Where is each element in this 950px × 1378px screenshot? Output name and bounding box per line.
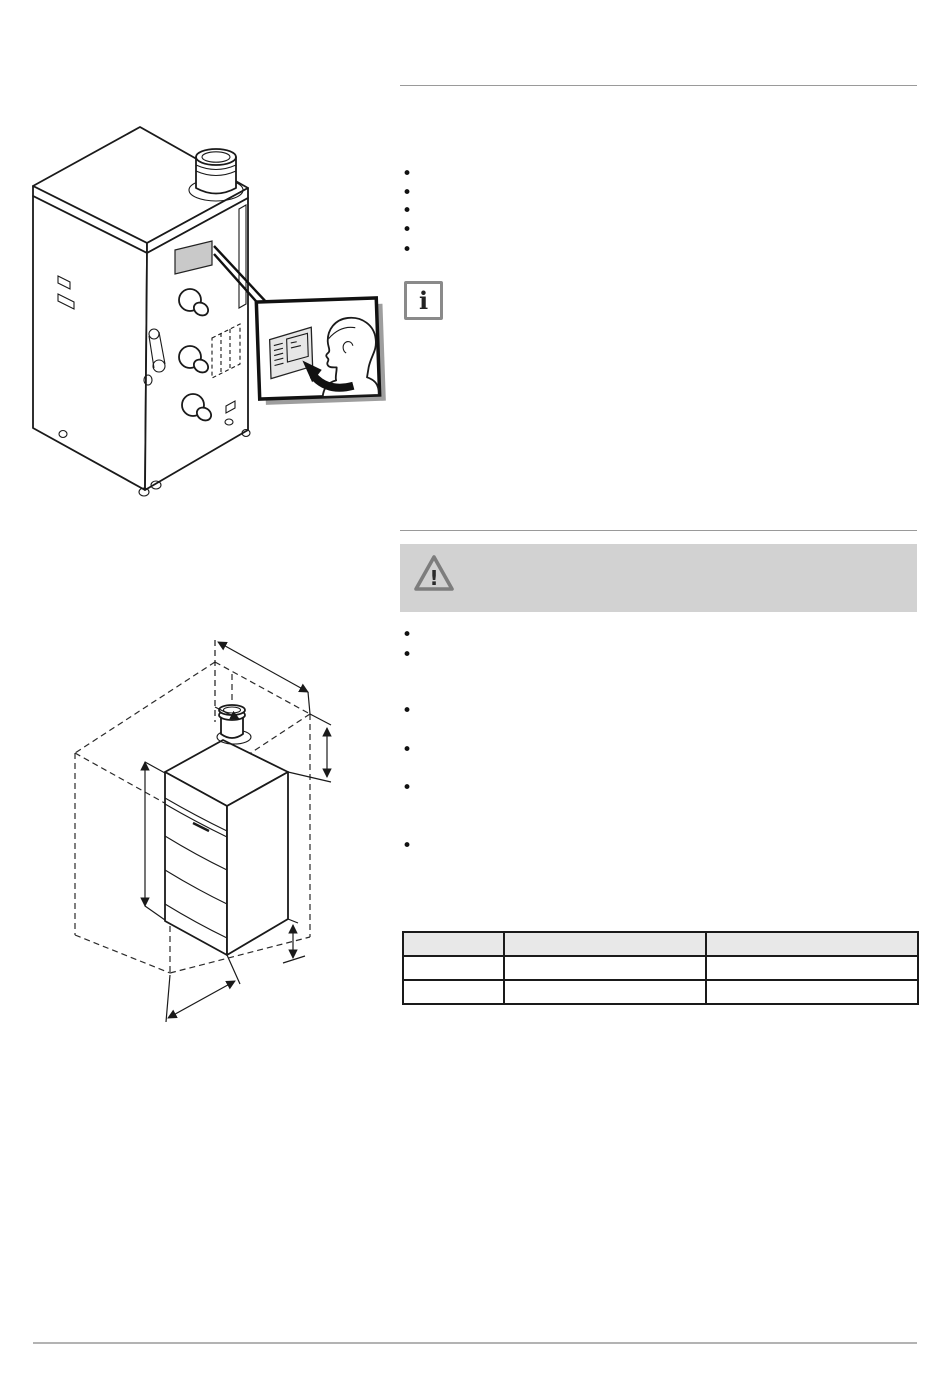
table-header-cell [706,932,918,956]
bullet-icon: • [402,701,413,721]
table-row [403,980,918,1004]
flue-stub [217,674,251,744]
warning-box [400,544,917,612]
data-plate-callout [256,298,386,405]
bullet-icon: • [402,240,413,260]
table-cell [504,980,706,1004]
bullet-icon: • [402,645,413,665]
table-cell [403,956,504,980]
bullet-icon: • [402,740,413,760]
table-cell [504,956,706,980]
bullet-icon: • [402,836,413,856]
table-row [403,956,918,980]
specification-table [402,931,919,1005]
boiler-dimensions-illustration [55,622,395,1040]
section-divider-rule-top [400,85,917,86]
bullet-icon: • [402,625,413,645]
info-note-icon [404,281,443,320]
footer-rule [33,1342,917,1344]
table-header-row [403,932,918,956]
warning-icon-glyph: ! [429,566,439,590]
table-header-cell [504,932,706,956]
bullet-icon: • [402,220,413,240]
table-cell [706,980,918,1004]
bullet-icon: • [402,164,413,184]
table-header-cell [403,932,504,956]
info-icon-glyph: i [418,285,429,315]
bullet-icon: • [402,778,413,798]
boiler-body [165,740,288,955]
table-cell [403,980,504,1004]
warning-icon [413,553,455,593]
bullet-icon: • [402,201,413,221]
section-divider-rule-mid [400,530,917,531]
boiler-rear-illustration [30,108,386,500]
table-cell [706,956,918,980]
bullet-icon: • [402,183,413,203]
